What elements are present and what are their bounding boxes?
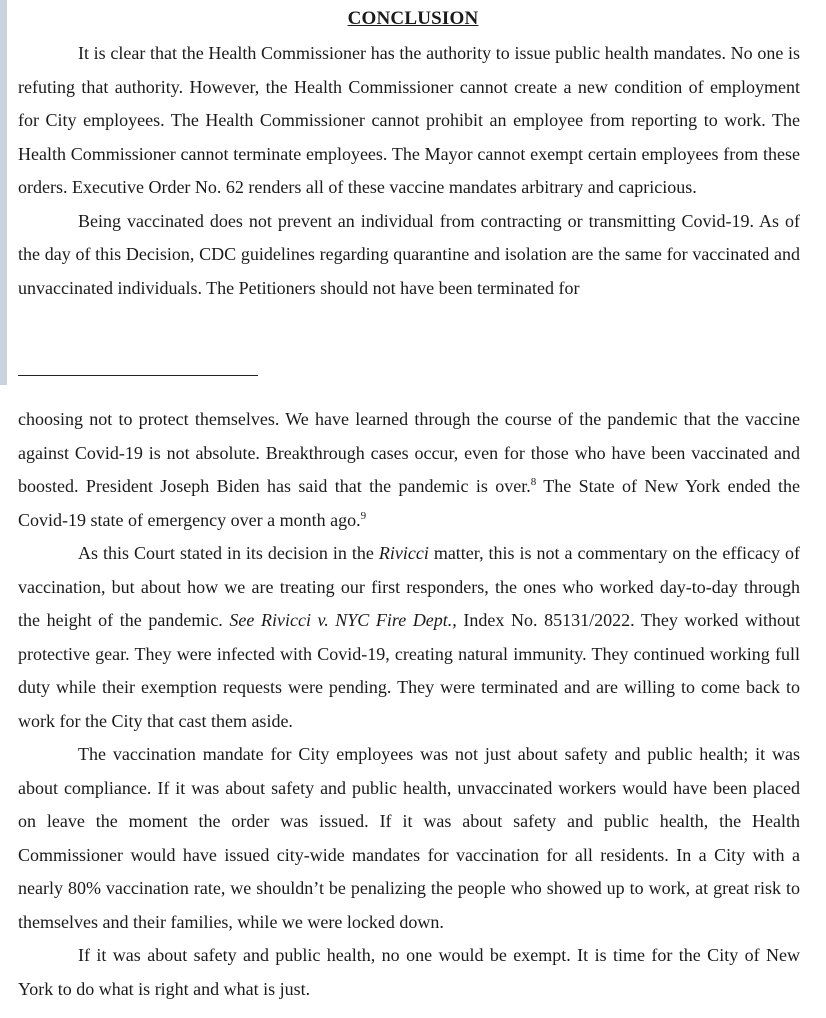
- rivicci-text-2: matter, this is not a commentary on the efficacy of vaccination, but about how we are treating our first responders, the ones who worked day-to-day through the height of the pandemic.: [18, 543, 801, 630]
- rivicci-case-name: Rivicci: [378, 543, 429, 563]
- footnote-separator: [18, 375, 258, 376]
- rivicci-text-1: As this Court stated in its decision in the: [78, 543, 379, 563]
- paragraph-closing: If it was about safety and public health, no one would be exempt. It is time for the City of New York to do what is right and what is just.: [18, 945, 800, 999]
- conclusion-bottom-block: [18, 403, 800, 1006]
- continuation-text-2: The State of New York ended the Covid-19 state of emergency over a month ago.: [18, 476, 800, 530]
- conclusion-top-block: [18, 37, 800, 305]
- paragraph-compliance: The vaccination mandate for City employees was not just about safety and public health; it was about compliance. If it was about safety and public health, unvaccinated workers would have been placed on leave the moment the order was issued. If it was about safety and public health, the Health Commissioner would have issued city-wide mandates for vaccination for all residents. In a City with a nearly 80% vaccination rate, we shouldn’t be penalizing the people who showed up to work, at great risk to themselves and their families, while we were locked down.: [18, 744, 800, 932]
- continuation-text-1: choosing not to protect themselves. We have learned through the course of the pandemic that the vaccine against Covid-19 is not absolute. Breakthrough cases occur, even for those who have been vaccinated and boosted. President Joseph Biden has said that the pandemic is over.: [18, 409, 800, 496]
- rivicci-text-3: Index No. 85131/2022. They worked without protective gear. They were infected with Covid-19, creating natural immunity. They continued working full duty while their exemption requests were pending. They were terminated and are willing to come back to work for the City that cast them aside.: [18, 610, 800, 731]
- paragraph-rivicci: [18, 537, 800, 738]
- footnote-ref-9: 9: [360, 509, 367, 522]
- page-title: CONCLUSION: [347, 8, 479, 29]
- paragraph-authority: It is clear that the Health Commissioner has the authority to issue public health mandates. No one is refuting that authority. However, the Health Commissioner cannot create a new condition of employment for City employees. The Health Commissioner cannot prohibit an employee from reporting to work. The Health Commissioner cannot terminate employees. The Mayor cannot exempt certain employees from these orders. Executive Order No. 62 renders all of these vaccine mandates arbitrary and capricious.: [18, 43, 800, 197]
- scan-page-edge: [0, 0, 7, 385]
- rivicci-citation: See Rivicci v. NYC Fire Dept.,: [229, 610, 457, 630]
- paragraph-continuation: [18, 403, 800, 537]
- paragraph-vaccination: Being vaccinated does not prevent an individual from contracting or transmitting Covid-19. As of the day of this Decision, CDC guidelines regarding quarantine and isolation are the same for vaccinated and unvaccinated individuals. The Petitioners should not have been terminated for: [18, 210, 800, 298]
- footnote-ref-8: 8: [530, 476, 537, 488]
